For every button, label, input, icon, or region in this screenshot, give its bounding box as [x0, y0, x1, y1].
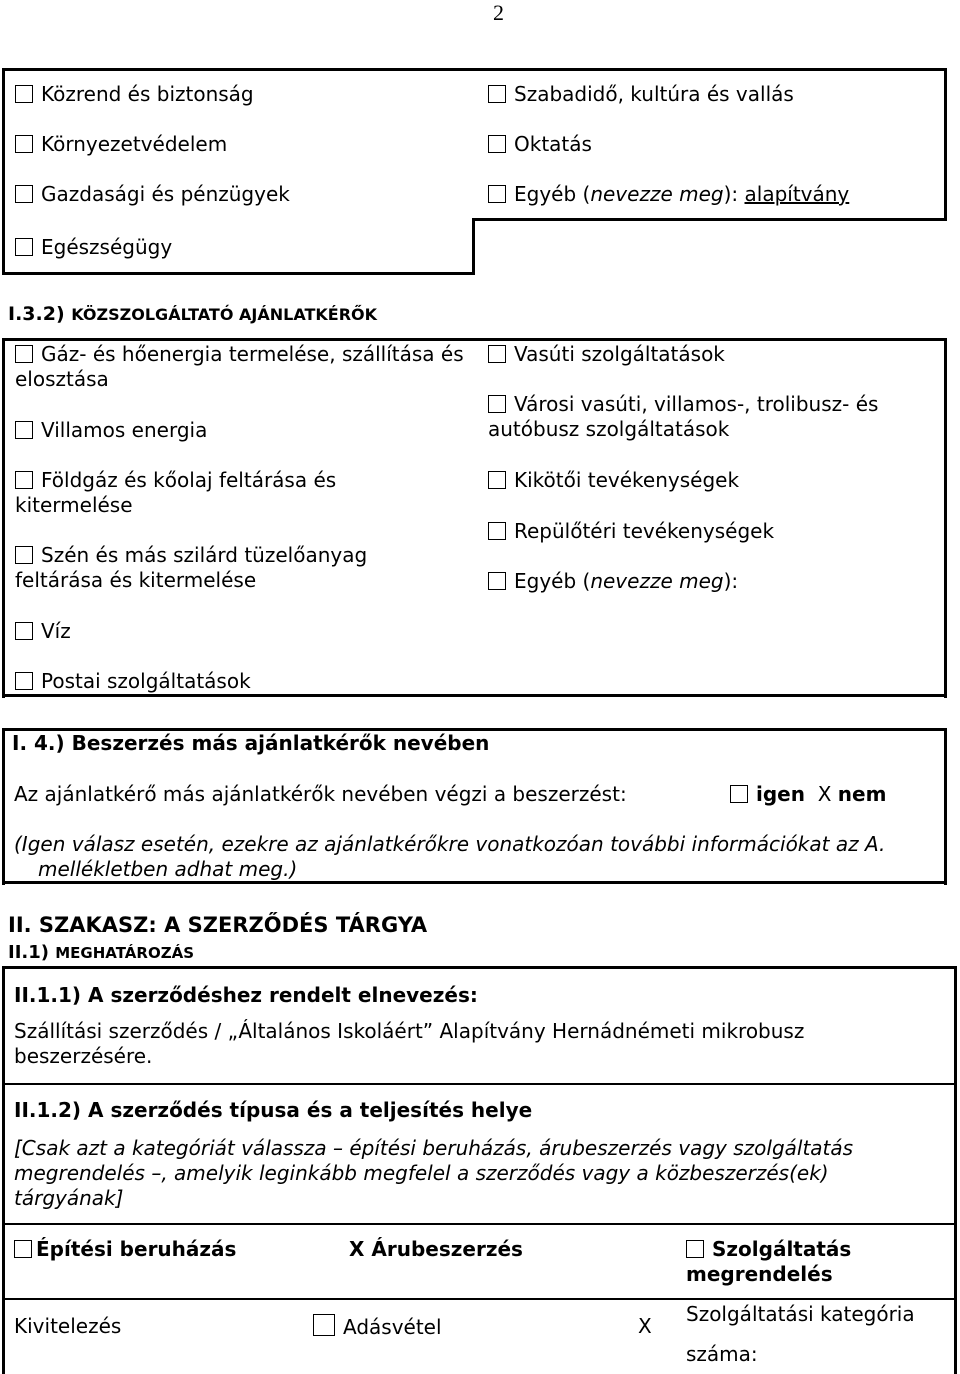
service-category-number: száma: [686, 1342, 758, 1366]
box1-bottom-left [2, 272, 475, 275]
q112-label: II.1.2) A szerződés típusa és a teljesítés helye [14, 1098, 533, 1122]
yes-label: igen [756, 782, 805, 806]
checkbox-icon[interactable] [15, 421, 33, 439]
type-build[interactable]: Építési beruházás [14, 1237, 236, 1261]
no-mark[interactable]: X [817, 782, 832, 806]
q111-label: II.1.1) A szerződéshez rendelt elnevezés: [14, 983, 478, 1007]
purchase-mark[interactable]: X [638, 1314, 652, 1338]
box1-bottom-right [472, 218, 947, 221]
subtype-exec: Kivitelezés [14, 1314, 122, 1338]
checkbox-icon[interactable] [488, 572, 506, 590]
service-category-label: Szolgáltatási kategória [686, 1302, 915, 1326]
section-14-title: I. 4.) Beszerzés más ajánlatkérők nevében [12, 731, 490, 755]
box2-left [2, 338, 5, 698]
q111-answer: Szállítási szerződés / „Általános Iskoláért” Alapítvány Hernádnémeti mikrobusz beszerzésére. [14, 1019, 805, 1068]
type-goods[interactable]: X Árubeszerzés [349, 1237, 523, 1261]
box2-bottom [2, 694, 947, 697]
checkbox-icon[interactable] [15, 546, 33, 564]
utility-urban-transport[interactable]: Városi vasúti, villamos-, trolibusz- és autóbusz szolgáltatások [488, 392, 879, 441]
box2-top [2, 338, 947, 341]
checkbox-icon[interactable] [15, 185, 33, 203]
sector-public-order[interactable]: Közrend és biztonság [15, 82, 254, 106]
checkbox-icon[interactable] [488, 345, 506, 363]
goods-mark[interactable]: X [349, 1237, 365, 1261]
subtype-purchase[interactable]: Adásvétel [313, 1314, 442, 1339]
sector-education[interactable]: Oktatás [488, 132, 592, 156]
box4-left [2, 966, 5, 1374]
box4-divider-2 [2, 1223, 957, 1225]
checkbox-icon[interactable] [488, 471, 506, 489]
box1-divider [472, 218, 475, 275]
checkbox-icon[interactable] [686, 1240, 704, 1258]
checkbox-icon[interactable] [14, 1240, 32, 1258]
sector-other-value: alapítvány [744, 182, 850, 206]
section-14-question: Az ajánlatkérő más ajánlatkérők nevében végzi a beszerzést: [14, 782, 627, 806]
checkbox-icon[interactable] [15, 622, 33, 640]
checkbox-icon[interactable] [15, 345, 33, 363]
utility-airports[interactable]: Repülőtéri tevékenységek [488, 519, 774, 543]
section-132-title: I.3.2) KÖZSZOLGÁLTATÓ AJÁNLATKÉRŐK [8, 303, 378, 325]
yes-checkbox-icon[interactable] [730, 785, 748, 803]
utility-coal[interactable]: Szén és más szilárd tüzelőanyag feltárása és kitermelése [15, 543, 368, 592]
utility-oil-gas[interactable]: Földgáz és kőolaj feltárása és kitermelése [15, 468, 337, 517]
q112-hint: [Csak azt a kategóriát válassza – építési beruházás, árubeszerzés vagy szolgáltatás megrendelés –, amelyik leginkább megfelel a szerződés vagy a közbeszerzés(ek) tárgyának] [14, 1136, 854, 1210]
box4-divider-3 [2, 1298, 957, 1300]
utility-postal[interactable]: Postai szolgáltatások [15, 669, 251, 693]
no-label: nem [837, 782, 887, 806]
box2-right [944, 338, 947, 698]
box1-top [2, 68, 947, 71]
section-14-note: (Igen válasz esetén, ezekre az ajánlatkérőkre vonatkozóan további információkat az A. mellékletben adhat meg.) [14, 832, 886, 881]
checkbox-icon[interactable] [488, 135, 506, 153]
sector-other[interactable]: Egyéb (nevezze meg): alapítvány [488, 182, 849, 206]
box1-left [2, 68, 5, 275]
sector-health[interactable]: Egészségügy [15, 235, 172, 259]
checkbox-icon[interactable] [488, 85, 506, 103]
box3-left [2, 728, 5, 885]
utility-electricity[interactable]: Villamos energia [15, 418, 207, 442]
joint-procurement-choice [730, 782, 886, 806]
checkbox-icon[interactable] [488, 395, 506, 413]
checkbox-icon[interactable] [15, 85, 33, 103]
sector-leisure[interactable]: Szabadidő, kultúra és vallás [488, 82, 794, 106]
sector-environment[interactable]: Környezetvédelem [15, 132, 227, 156]
utility-gas-heat[interactable]: Gáz- és hőenergia termelése, szállítása és elosztása [15, 342, 464, 391]
checkbox-icon[interactable] [313, 1314, 335, 1336]
type-service[interactable]: Szolgáltatás megrendelés [686, 1237, 852, 1286]
box4-right [954, 966, 957, 1374]
checkbox-icon[interactable] [15, 135, 33, 153]
utility-water[interactable]: Víz [15, 619, 71, 643]
section-21-title: II.1) MEGHATÁROZÁS [8, 942, 194, 963]
checkbox-icon[interactable] [488, 522, 506, 540]
box1-right [944, 68, 947, 221]
box4-top [2, 966, 957, 969]
checkbox-icon[interactable] [15, 238, 33, 256]
checkbox-icon[interactable] [15, 672, 33, 690]
sector-economic[interactable]: Gazdasági és pénzügyek [15, 182, 290, 206]
checkbox-icon[interactable] [488, 185, 506, 203]
checkbox-icon[interactable] [15, 471, 33, 489]
utility-ports[interactable]: Kikötői tevékenységek [488, 468, 739, 492]
section-2-title: II. SZAKASZ: A SZERZŐDÉS TÁRGYA [8, 913, 428, 937]
page-number: 2 [493, 0, 504, 25]
utility-other[interactable]: Egyéb (nevezze meg): [488, 569, 738, 593]
utility-rail[interactable]: Vasúti szolgáltatások [488, 342, 725, 366]
box4-divider-1 [2, 1083, 957, 1085]
